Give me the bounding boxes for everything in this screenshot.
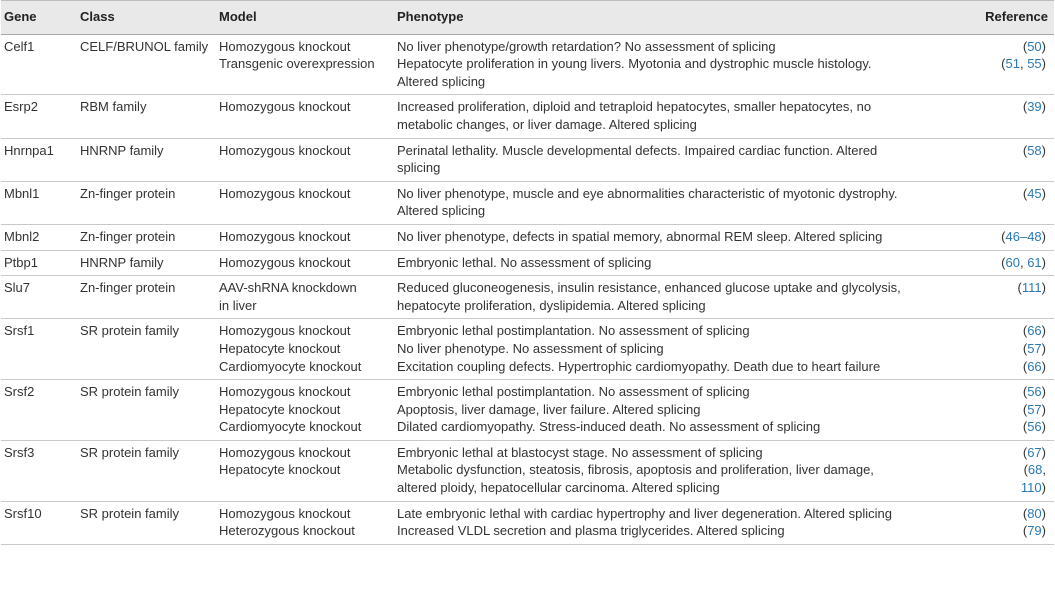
reference-close: ) [1041, 358, 1046, 374]
table-row [1, 501, 1054, 544]
phenotype-line: Perinatal lethality. Muscle developmental defects. Impaired cardiac function. Altered [397, 142, 878, 158]
table-row [1, 276, 1054, 319]
reference-open: ( [1022, 444, 1028, 460]
gene-name: Mbnl1 [4, 185, 40, 201]
table-row [1, 138, 1054, 181]
reference-line [983, 383, 1046, 401]
model-line: Homozygous knockout [219, 185, 351, 201]
reference-line [983, 461, 1046, 479]
header-reference: Reference [980, 1, 1054, 35]
reference-line: (51, 55) [1001, 56, 1046, 72]
table-header [1, 1, 1054, 35]
model-line: Homozygous knockout [219, 384, 351, 400]
class-name: Zn-finger protein [80, 280, 176, 296]
reference-link[interactable]: 57 [1027, 340, 1042, 356]
phenotype-cell [394, 34, 980, 95]
reference-close: ) [1041, 505, 1046, 521]
class-name: HNRNP family [80, 142, 164, 158]
phenotype-line: Embryonic lethal. No assessment of splicing [397, 254, 652, 270]
reference-line [983, 142, 1046, 160]
model-cell [216, 138, 394, 181]
table-row [1, 319, 1054, 380]
table-row [1, 250, 1054, 276]
reference-cell [980, 95, 1054, 138]
gene-phenotype-table [1, 0, 1054, 545]
class-cell [77, 181, 216, 224]
class-name: SR protein family [80, 444, 179, 460]
reference-open: ( [1022, 185, 1028, 201]
reference-close: ) [1041, 323, 1046, 339]
model-cell [216, 224, 394, 250]
phenotype-line: Embryonic lethal at blastocyst stage. No assessment of splicing [397, 444, 763, 460]
header-row [1, 1, 1054, 35]
phenotype-cell [394, 181, 980, 224]
phenotype-line: Dilated cardiomyopathy. Stress-induced death. No assessment of splicing [397, 419, 821, 435]
model-cell [216, 440, 394, 501]
table-row [1, 34, 1054, 95]
class-name: HNRNP family [80, 254, 164, 270]
phenotype-line: hepatocyte proliferation, dyslipidemia. Altered splicing [397, 297, 706, 313]
model-line: Homozygous knockout [219, 228, 351, 244]
reference-cell [980, 34, 1054, 95]
reference-close: ) [1041, 401, 1046, 417]
model-line: Homozygous knockout [219, 38, 351, 54]
table-row [1, 224, 1054, 250]
reference-close: ) [1041, 142, 1046, 158]
reference-cell [980, 250, 1054, 276]
model-line: in liver [219, 297, 257, 313]
class-cell [77, 250, 216, 276]
reference-line [983, 322, 1046, 340]
reference-open: ( [1022, 523, 1028, 539]
header-class: Class [77, 1, 216, 35]
model-line: Transgenic overexpression [219, 56, 375, 72]
phenotype-line: Hepatocyte proliferation in young livers. Myotonia and dystrophic muscle histology. [397, 56, 872, 72]
reference-open: ( [1022, 419, 1028, 435]
reference-link[interactable]: 61 [1027, 254, 1042, 270]
model-cell [216, 501, 394, 544]
phenotype-line: Increased proliferation, diploid and tetraploid hepatocytes, smaller hepatocytes, no [397, 99, 872, 115]
gene-cell [1, 138, 77, 181]
reference-close: ) [1041, 340, 1046, 356]
reference-link[interactable]: 66 [1027, 358, 1042, 374]
model-cell [216, 250, 394, 276]
model-cell [216, 380, 394, 441]
reference-line [983, 279, 1046, 297]
model-line: Cardiomyocyte knockout [219, 358, 362, 374]
reference-cell [980, 319, 1054, 380]
phenotype-line: splicing [397, 160, 441, 176]
reference-open: ( [1023, 462, 1028, 478]
gene-name: Srsf3 [4, 444, 35, 460]
reference-link[interactable]: 58 [1027, 142, 1042, 158]
reference-line [983, 418, 1046, 436]
class-name: CELF/BRUNOL family [80, 38, 209, 54]
reference-link[interactable]: 111 [1021, 280, 1042, 296]
reference-cell [980, 501, 1054, 544]
gene-cell [1, 95, 77, 138]
reference-close: , [1042, 462, 1046, 478]
model-line: Cardiomyocyte knockout [219, 419, 362, 435]
gene-cell [1, 319, 77, 380]
reference-open: ( [1001, 56, 1006, 72]
reference-link[interactable]: 110 [1020, 480, 1042, 496]
reference-line [983, 505, 1046, 523]
gene-name: Srsf10 [4, 505, 42, 521]
class-cell [77, 276, 216, 319]
gene-name: Ptbp1 [4, 254, 38, 270]
reference-link[interactable]: 39 [1027, 99, 1042, 115]
class-cell [77, 138, 216, 181]
phenotype-cell [394, 319, 980, 380]
reference-link[interactable]: 55 [1027, 56, 1042, 72]
reference-cell [980, 138, 1054, 181]
phenotype-line: Embryonic lethal postimplantation. No assessment of splicing [397, 384, 750, 400]
class-name: Zn-finger protein [80, 228, 176, 244]
reference-link[interactable]: 45 [1027, 185, 1042, 201]
gene-cell [1, 181, 77, 224]
phenotype-cell [394, 250, 980, 276]
reference-link[interactable]: 60 [1005, 254, 1020, 270]
table-row [1, 95, 1054, 138]
reference-line: (60, 61) [1001, 254, 1046, 270]
phenotype-line: Late embryonic lethal with cardiac hypertrophy and liver degeneration. Altered splicing [397, 505, 893, 521]
phenotype-line: Excitation coupling defects. Hypertrophic cardiomyopathy. Death due to heart failure [397, 358, 881, 374]
reference-open: ( [1022, 38, 1028, 54]
reference-line [983, 228, 1046, 246]
reference-open: ( [1001, 228, 1006, 244]
reference-line [983, 38, 1046, 56]
model-line: Heterozygous knockout [219, 523, 355, 539]
model-line: Hepatocyte knockout [219, 462, 341, 478]
phenotype-line: Increased VLDL secretion and plasma triglycerides. Altered splicing [397, 523, 785, 539]
reference-close: ) [1041, 444, 1046, 460]
phenotype-cell [394, 138, 980, 181]
reference-link[interactable]: 46–48 [1005, 228, 1042, 244]
model-cell [216, 319, 394, 380]
reference-line [983, 185, 1046, 203]
reference-link[interactable]: 57 [1027, 401, 1042, 417]
reference-link[interactable]: 79 [1027, 523, 1042, 539]
gene-name: Srsf1 [4, 323, 35, 339]
reference-open: ( [1001, 254, 1006, 270]
model-cell [216, 181, 394, 224]
class-name: Zn-finger protein [80, 185, 176, 201]
table-row [1, 380, 1054, 441]
model-line: Hepatocyte knockout [219, 401, 341, 417]
gene-cell [1, 224, 77, 250]
reference-cell [980, 380, 1054, 441]
reference-link[interactable]: 56 [1027, 419, 1042, 435]
reference-link[interactable]: 50 [1027, 38, 1042, 54]
reference-open: ( [1022, 401, 1028, 417]
header-model: Model [216, 1, 394, 35]
reference-open: ( [1022, 358, 1028, 374]
reference-link[interactable]: 56 [1027, 384, 1042, 400]
class-name: SR protein family [80, 505, 179, 521]
gene-cell [1, 34, 77, 95]
phenotype-line: No liver phenotype, muscle and eye abnormalities characteristic of myotonic dystrophy. [397, 185, 898, 201]
reference-cell [980, 224, 1054, 250]
phenotype-cell [394, 276, 980, 319]
class-cell [77, 34, 216, 95]
phenotype-line: Apoptosis, liver damage, liver failure. Altered splicing [397, 401, 701, 417]
class-cell [77, 501, 216, 544]
table-row [1, 181, 1054, 224]
gene-cell [1, 276, 77, 319]
gene-name: Celf1 [4, 38, 35, 54]
table-body [1, 34, 1054, 544]
reference-close: ) [1041, 523, 1046, 539]
reference-open: ( [1022, 384, 1028, 400]
reference-cell [980, 440, 1054, 501]
reference-link[interactable]: 66 [1027, 323, 1042, 339]
model-line: Homozygous knockout [219, 99, 351, 115]
phenotype-cell [394, 501, 980, 544]
reference-link[interactable]: 67 [1027, 444, 1042, 460]
reference-close: ) [1041, 228, 1046, 244]
gene-name: Esrp2 [4, 99, 38, 115]
class-cell [77, 95, 216, 138]
phenotype-line: Metabolic dysfunction, steatosis, fibrosis, apoptosis and proliferation, liver damage, [397, 462, 874, 478]
reference-open: ( [1022, 142, 1028, 158]
reference-open: ( [1022, 505, 1028, 521]
phenotype-line: Altered splicing [397, 203, 486, 219]
model-line: Homozygous knockout [219, 254, 351, 270]
reference-open: ( [1017, 280, 1022, 296]
reference-open: ( [1022, 323, 1028, 339]
reference-line [983, 479, 1046, 497]
table-row [1, 440, 1054, 501]
phenotype-line: altered ploidy, hepatocellular carcinoma. Altered splicing [397, 480, 720, 496]
reference-open: ( [1022, 99, 1028, 115]
model-cell [216, 95, 394, 138]
gene-cell [1, 250, 77, 276]
gene-cell [1, 440, 77, 501]
reference-close: ) [1041, 254, 1046, 270]
class-cell [77, 224, 216, 250]
reference-close: ) [1041, 419, 1046, 435]
phenotype-line: Altered splicing [397, 73, 486, 89]
reference-line [983, 401, 1046, 419]
header-phenotype: Phenotype [394, 1, 980, 35]
phenotype-cell [394, 380, 980, 441]
reference-close: ) [1041, 56, 1046, 72]
model-cell [216, 276, 394, 319]
reference-link[interactable]: 68 [1027, 462, 1043, 478]
reference-line [983, 340, 1046, 358]
reference-close: ) [1041, 185, 1046, 201]
reference-line [983, 98, 1046, 116]
class-name: SR protein family [80, 323, 179, 339]
model-cell [216, 34, 394, 95]
phenotype-line: No liver phenotype. No assessment of splicing [397, 340, 664, 356]
model-line: AAV-shRNA knockdown [219, 280, 357, 296]
model-line: Homozygous knockout [219, 444, 351, 460]
class-name: RBM family [80, 99, 147, 115]
gene-name: Slu7 [4, 280, 31, 296]
class-cell [77, 380, 216, 441]
reference-cell [980, 276, 1054, 319]
reference-close: ) [1041, 280, 1046, 296]
model-line: Homozygous knockout [219, 142, 351, 158]
class-cell [77, 440, 216, 501]
reference-link[interactable]: 80 [1027, 505, 1042, 521]
reference-line [983, 358, 1046, 376]
gene-cell [1, 380, 77, 441]
model-line: Homozygous knockout [219, 505, 351, 521]
reference-close: ) [1041, 480, 1046, 496]
model-line: Homozygous knockout [219, 323, 351, 339]
gene-cell [1, 501, 77, 544]
reference-open: ( [1022, 340, 1028, 356]
reference-link[interactable]: 51 [1005, 56, 1020, 72]
phenotype-cell [394, 440, 980, 501]
phenotype-line: metabolic changes, or liver damage. Altered splicing [397, 116, 697, 132]
phenotype-line: Embryonic lethal postimplantation. No assessment of splicing [397, 323, 750, 339]
phenotype-cell [394, 95, 980, 138]
model-line: Hepatocyte knockout [219, 340, 341, 356]
reference-cell [980, 181, 1054, 224]
phenotype-line: Reduced gluconeogenesis, insulin resistance, enhanced glucose uptake and glycolysis, [397, 280, 901, 296]
reference-line [983, 522, 1046, 540]
gene-name: Srsf2 [4, 384, 35, 400]
reference-line [983, 444, 1046, 462]
reference-close: ) [1041, 38, 1046, 54]
phenotype-cell [394, 224, 980, 250]
class-name: SR protein family [80, 384, 179, 400]
gene-name: Mbnl2 [4, 228, 40, 244]
gene-name: Hnrnpa1 [4, 142, 54, 158]
reference-close: ) [1041, 99, 1046, 115]
class-cell [77, 319, 216, 380]
header-gene: Gene [1, 1, 77, 35]
reference-close: ) [1041, 384, 1046, 400]
phenotype-line: No liver phenotype, defects in spatial memory, abnormal REM sleep. Altered splicing [397, 228, 883, 244]
phenotype-line: No liver phenotype/growth retardation? No assessment of splicing [397, 38, 776, 54]
